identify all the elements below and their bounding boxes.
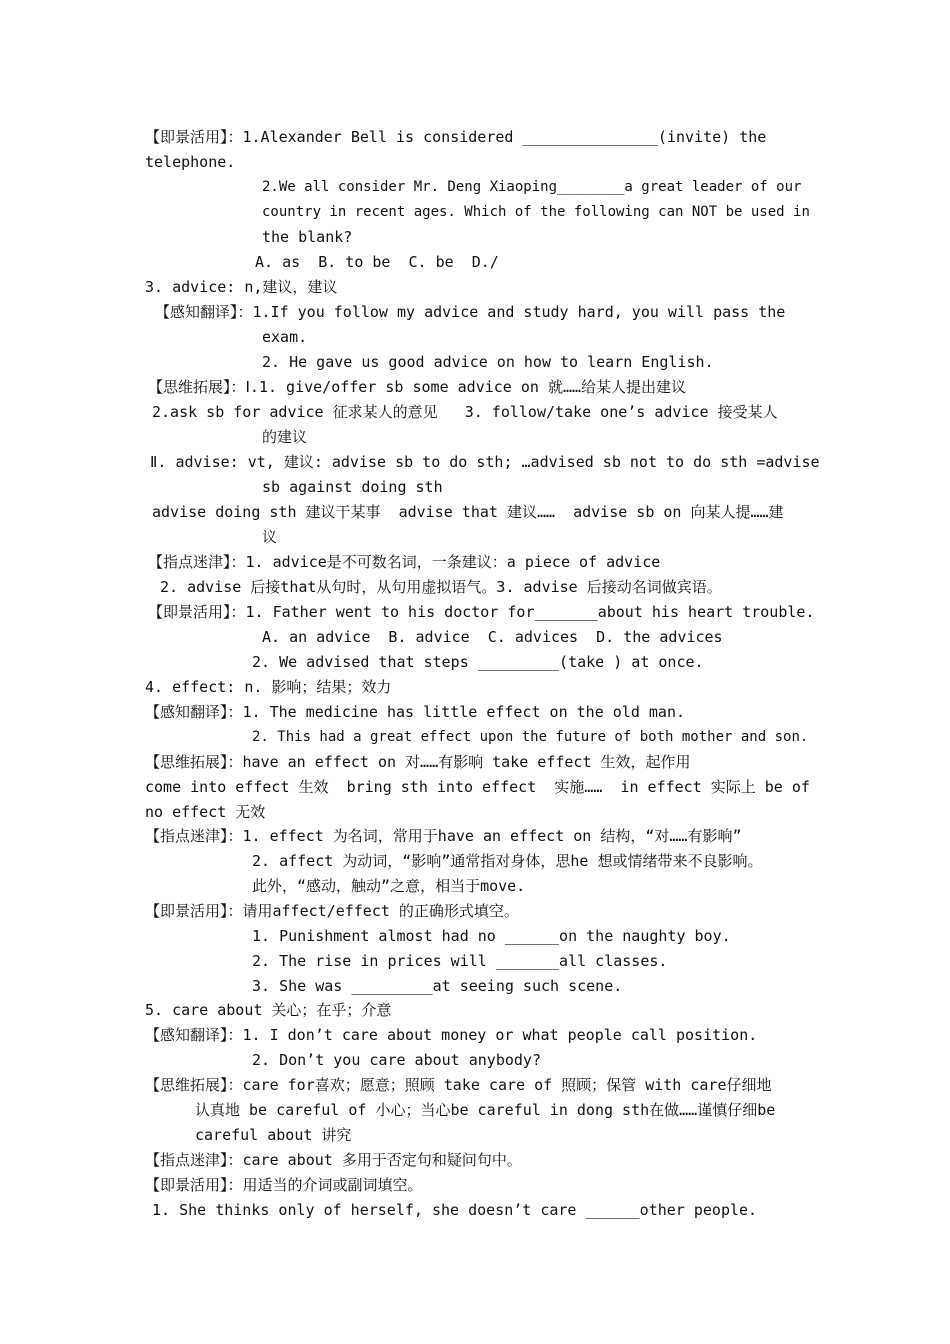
text-line: 【指点迷津】：1. advice是不可数名词，一条建议：a piece of advice <box>148 553 661 571</box>
text-line: 【感知翻译】：1.If you follow my advice and study hard, you will pass the <box>155 303 786 321</box>
section-heading: 5. care about 关心；在乎；介意 <box>145 1001 392 1019</box>
text-line: 【即景活用】：用适当的介词或副词填空。 <box>145 1176 423 1194</box>
text-line: telephone. <box>145 153 236 171</box>
text-line: 【指点迷津】：1. effect 为名词，常用于have an effect on 结构，“对……有影响” <box>145 827 742 845</box>
text-line: 2. This had a great effect upon the future of both mother and son. <box>252 729 809 745</box>
text-line: advise doing sth 建议干某事 advise that 建议…… advise sb on 向某人提……建 <box>152 503 784 521</box>
section-heading: 4. effect: n. 影响；结果；效力 <box>145 678 392 696</box>
text-line: A. as B. to be C. be D./ <box>255 253 499 271</box>
text-line: 此外，“感动，触动”之意，相当于move. <box>252 877 526 895</box>
text-line: 2. Don’t you care about anybody? <box>252 1051 541 1069</box>
text-line: country in recent ages. Which of the following can NOT be used in <box>262 204 810 220</box>
text-line: 【即景活用】：请用affect/effect 的正确形式填空。 <box>145 902 519 920</box>
text-line: the blank? <box>262 228 353 246</box>
text-line: 【思维拓展】：care for喜欢；愿意；照顾 take care of 照顾；保管 with care仔细地 <box>145 1076 772 1094</box>
text-line: 【感知翻译】：1. The medicine has little effect on the old man. <box>145 703 686 721</box>
text-line: 【即景活用】：1.Alexander Bell is considered _______________(invite) the <box>145 128 767 146</box>
text-line: 【感知翻译】：1. I don’t care about money or what people call position. <box>145 1026 758 1044</box>
text-line: Ⅱ. advise: vt, 建议: advise sb to do sth; …advised sb not to do sth =advise <box>150 453 820 471</box>
text-line: careful about 讲究 <box>195 1126 352 1144</box>
text-line: 认真地 be careful of 小心；当心be careful in dong sth在做……谨慎仔细be <box>195 1101 776 1119</box>
section-heading: 3. advice: n,建议，建议 <box>145 278 338 296</box>
text-line: come into effect 生效 bring sth into effect 实施…… in effect 实际上 be of <box>145 778 810 796</box>
text-line: 【指点迷津】：care about 多用于否定句和疑问句中。 <box>145 1151 522 1169</box>
text-line: 【思维拓展】：have an effect on 对……有影响 take effect 生效，起作用 <box>145 753 691 771</box>
text-line: 3. She was _________at seeing such scene. <box>252 977 623 995</box>
text-line: 【即景活用】：1. Father went to his doctor for_______about his heart trouble. <box>148 603 815 621</box>
text-line: 2. We advised that steps _________(take ) at once. <box>252 653 704 671</box>
text-line: 2. advise 后接that从句时，从句用虚拟语气。3. advise 后接动名词做宾语。 <box>160 578 722 596</box>
text-line: sb against doing sth <box>262 478 443 496</box>
text-line: 的建议 <box>262 428 308 446</box>
text-line: 1. She thinks only of herself, she doesn’t care ______other people. <box>152 1201 758 1219</box>
text-line: 2. He gave us good advice on how to learn English. <box>262 353 714 371</box>
text-line: no effect 无效 <box>145 803 266 821</box>
text-line: exam. <box>262 328 308 346</box>
text-line: 2. The rise in prices will _______all classes. <box>252 952 668 970</box>
text-line: 议 <box>262 528 278 546</box>
text-line: 1. Punishment almost had no ______on the naughty boy. <box>252 927 731 945</box>
text-line: 【思维拓展】：Ⅰ.1. give/offer sb some advice on 就……给某人提出建议 <box>148 378 687 396</box>
text-line: 2.ask sb for advice 征求某人的意见 3. follow/take one’s advice 接受某人 <box>152 403 778 421</box>
text-line: 2.We all consider Mr. Deng Xiaoping________a great leader of our <box>262 179 802 195</box>
text-line: A. an advice B. advice C. advices D. the advices <box>262 628 723 646</box>
text-line: 2. affect 为动词，“影响”通常指对身体，思he 想或情绪带来不良影响。 <box>252 852 763 870</box>
